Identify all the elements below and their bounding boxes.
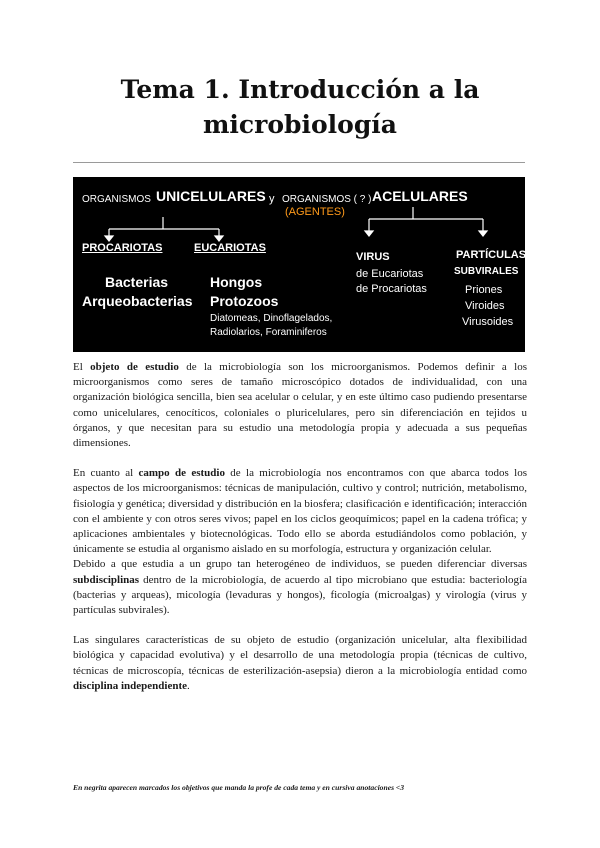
bold-disciplina-independiente: disciplina independiente [73, 679, 188, 692]
label-acelulares: ACELULARES [372, 188, 468, 204]
title-line-1: Tema 1. Introducción a la [120, 75, 480, 104]
label-priones: Priones [465, 284, 503, 296]
paragraph-objeto: El objeto de estudio de la microbiología son los microorganismos. Podemos definir a los microorganismos como seres de tamaño microscópico dotados de individualidad, con una organización biológica sencilla, bien sea acelular o celular, y en este último caso pudiendo presentarse como unicelulares, cenocíticos, coloniales o pluricelulares, pero sin diferenciación en tejidos u órganos, y que necesitan para su estudio una metodología propia y adecuada a sus pequeñas dimensiones. [73, 361, 527, 450]
label-protozoos: Protozoos [210, 293, 279, 309]
label-organismos-acel: ORGANISMOS ( ? ) [282, 194, 372, 205]
label-protozoos-ej1: Diatomeas, Dinoflagelados, [210, 313, 333, 324]
arrow-virus [365, 231, 373, 236]
label-virus: VIRUS [356, 251, 390, 263]
label-unicelulares: UNICELULARES [156, 188, 266, 204]
footer-note: En negrita aparecen marcados los objetivos que manda la profe de cada tema y en cursiva anotaciones <3 [73, 783, 405, 792]
label-virusoides: Virusoides [462, 316, 514, 328]
paragraph-disciplina: Las singulares características de su objeto de estudio (organización unicelular, alta flexibilidad biológica y capacidad evolutiva) y el desarrollo de una metodología propia (técnicas de cultivo, técnicas de microscopía, técnicas de esterilización-asepsia) dieron a la microbiología entidad como disciplina independiente. [73, 634, 527, 692]
label-hongos: Hongos [210, 274, 263, 290]
label-virus-procariotas: de Procariotas [356, 283, 427, 295]
label-bacterias: Bacterias [105, 274, 169, 290]
arrow-procariotas [105, 236, 113, 241]
classification-diagram [73, 177, 525, 352]
bold-objeto-de-estudio: objeto de estudio [90, 361, 179, 373]
paragraph-subdisciplinas: Debido a que estudia a un grupo tan heterogéneo de individuos, se pueden diferenciar diversas subdisciplinas dentro de la microbiología, de acuerdo al tipo microbiano que estudia: bacteriología (bacterias y arqueas), micología (levaduras y hongos), ficología (microalgas) y virología (virus y partículas subvirales). [73, 558, 527, 617]
label-arqueobacterias: Arqueobacterias [82, 293, 193, 309]
label-viroides: Viroides [465, 300, 505, 312]
paragraph-campo: En cuanto al campo de estudio de la microbiología nos encontramos con que abarca todos los aspectos de los microorganismos: técnicas de manipulación, cultivo y control; nutrición, metabolismo, fisiología y genética; diversidad y distribución en la biosfera; clasificación e identificación; interacción con el ambiente y con otros seres vivos; papel en los ciclos geoquímicos; papel en la cadena trófica; y aplicaciones ambientales y biotecnológicas. Todo ello se aborda estudiándolos como población, y únicamente se estudia al organismo aislado en su morfología, estructura y organización celular. [73, 467, 527, 556]
bold-campo-de-estudio: campo de estudio [138, 467, 225, 480]
label-organismos-uni: ORGANISMOS [82, 194, 151, 205]
body-text [73, 360, 527, 694]
title-line-2: microbiología [202, 110, 398, 139]
label-y: y [269, 193, 275, 205]
arrow-eucariotas [215, 236, 223, 241]
label-virus-eucariotas: de Eucariotas [356, 268, 424, 280]
title-divider [73, 162, 525, 163]
bold-subdisciplinas: subdisciplinas [73, 573, 140, 586]
label-particulas: PARTÍCULAS [456, 249, 527, 261]
label-procariotas: PROCARIOTAS [82, 242, 163, 254]
arrow-particulas [479, 231, 487, 236]
page-title [0, 72, 600, 142]
label-subvirales: SUBVIRALES [454, 266, 519, 277]
label-eucariotas: EUCARIOTAS [194, 242, 266, 254]
label-protozoos-ej2: Radiolarios, Foraminiferos [210, 327, 327, 338]
label-agentes: (AGENTES) [285, 206, 345, 218]
